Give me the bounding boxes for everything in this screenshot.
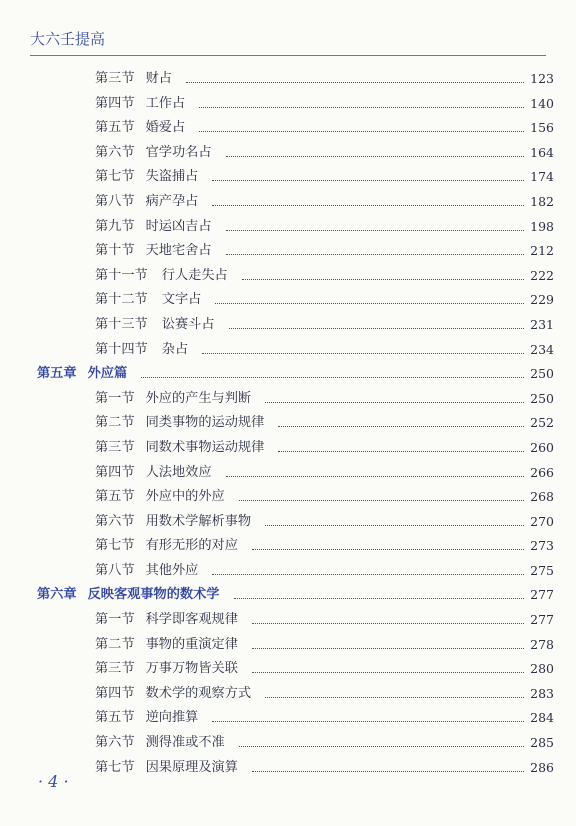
page-ref: 156 [530, 120, 554, 136]
toc-chapter-entry[interactable] [0, 362, 576, 387]
section-title: 同数术事物运动规律 [145, 439, 265, 455]
dot-leader [226, 230, 524, 231]
dot-leader [226, 476, 524, 477]
section-title: 其他外应 [145, 562, 199, 578]
page-ref: 273 [530, 538, 554, 554]
toc-section-entry[interactable] [0, 608, 576, 633]
section-number: 第六节 [95, 735, 135, 751]
toc-section-entry[interactable] [0, 264, 576, 289]
section-title: 婚爱占 [145, 120, 186, 136]
page-ref: 275 [530, 562, 554, 578]
toc-section-entry[interactable] [0, 67, 576, 92]
dot-leader [212, 180, 524, 181]
toc-section-entry[interactable] [0, 559, 576, 584]
toc-chapter-entry[interactable] [0, 583, 576, 608]
page-ref: 229 [530, 292, 554, 308]
dot-leader [252, 648, 524, 649]
dot-leader [265, 402, 524, 403]
toc-section-entry[interactable] [0, 288, 576, 313]
dot-leader [186, 82, 524, 83]
section-title: 因果原理及演算 [145, 759, 238, 775]
chapter-title: 外应篇 [87, 366, 128, 382]
page-ref: 123 [530, 71, 554, 86]
table-of-contents [0, 67, 576, 780]
section-number: 第一节 [95, 612, 135, 628]
dot-leader [212, 574, 524, 575]
section-number: 第三节 [95, 71, 135, 86]
section-title: 失盗捕占 [145, 169, 199, 185]
dot-leader [278, 426, 524, 427]
dot-leader [229, 328, 524, 329]
toc-section-entry[interactable] [0, 190, 576, 215]
dot-leader [226, 156, 524, 157]
dot-leader [265, 525, 524, 526]
dot-leader [199, 131, 524, 132]
toc-section-entry[interactable] [0, 165, 576, 190]
toc-section-entry[interactable] [0, 141, 576, 166]
section-title: 事物的重演定律 [145, 636, 238, 652]
section-title: 杂占 [161, 341, 189, 357]
toc-section-entry[interactable] [0, 756, 576, 781]
dot-leader [199, 107, 524, 108]
section-number: 第九节 [95, 218, 135, 234]
page-ref: 286 [530, 759, 554, 775]
section-number: 第七节 [95, 538, 135, 554]
dot-leader [226, 254, 524, 255]
section-title: 时运凶吉占 [145, 218, 212, 234]
section-title: 科学即客观规律 [145, 612, 238, 628]
page-ref: 268 [530, 489, 554, 505]
page-ref: 174 [530, 169, 554, 185]
page-ref: 231 [530, 316, 554, 332]
section-number: 第一节 [95, 390, 135, 406]
toc-section-entry[interactable] [0, 510, 576, 535]
section-number: 第五节 [95, 489, 135, 505]
section-number: 第三节 [95, 439, 135, 455]
dot-leader [141, 377, 524, 378]
section-number: 第十一节 [95, 267, 148, 283]
toc-section-entry[interactable] [0, 534, 576, 559]
section-number: 第三节 [95, 661, 135, 677]
section-title: 工作占 [145, 95, 186, 111]
section-title: 万事万物皆关联 [145, 661, 238, 677]
dot-leader [239, 746, 524, 747]
page-ref: 164 [530, 144, 554, 160]
page-ref: 277 [530, 587, 554, 603]
toc-section-entry[interactable] [0, 461, 576, 486]
section-number: 第七节 [95, 759, 135, 775]
chapter-number: 第六章 [37, 587, 77, 603]
toc-section-entry[interactable] [0, 387, 576, 412]
dot-leader [252, 771, 524, 772]
toc-section-entry[interactable] [0, 313, 576, 338]
section-number: 第七节 [95, 169, 135, 185]
toc-section-entry[interactable] [0, 436, 576, 461]
toc-section-entry[interactable] [0, 657, 576, 682]
dot-leader [234, 598, 524, 599]
section-number: 第六节 [95, 513, 135, 529]
page-ref: 250 [530, 366, 554, 382]
section-title: 病产孕占 [145, 193, 199, 209]
section-number: 第六节 [95, 144, 135, 160]
dot-leader [215, 303, 524, 304]
page-ref: 277 [530, 612, 554, 628]
page-ref: 252 [530, 415, 554, 431]
section-title: 数术学的观察方式 [145, 685, 252, 701]
chapter-title: 反映客观事物的数术学 [87, 587, 220, 603]
toc-section-entry[interactable] [0, 239, 576, 264]
running-header: 大六壬提高 [30, 30, 106, 48]
section-number: 第八节 [95, 193, 135, 209]
page-ref: 140 [530, 95, 554, 111]
toc-section-entry[interactable] [0, 338, 576, 363]
page-number: · 4 · [38, 772, 69, 791]
section-number: 第二节 [95, 636, 135, 652]
section-title: 财占 [145, 71, 172, 86]
dot-leader [212, 205, 524, 206]
section-number: 第八节 [95, 562, 135, 578]
dot-leader [265, 697, 524, 698]
page-ref: 234 [530, 341, 554, 357]
section-number: 第四节 [95, 464, 135, 480]
page-ref: 222 [530, 267, 554, 283]
section-number: 第十二节 [95, 292, 148, 308]
page-ref: 284 [530, 710, 554, 726]
section-title: 测得准或不准 [145, 735, 225, 751]
page-ref: 283 [530, 685, 554, 701]
section-title: 同类事物的运动规律 [145, 415, 265, 431]
section-number: 第十四节 [95, 341, 148, 357]
section-number: 第四节 [95, 95, 135, 111]
dot-leader [239, 500, 524, 501]
header-rule [30, 55, 546, 56]
page-ref: 266 [530, 464, 554, 480]
section-number: 第十三节 [95, 316, 148, 332]
section-number: 第五节 [95, 120, 135, 136]
toc-section-entry[interactable] [0, 92, 576, 117]
section-title: 有形无形的对应 [145, 538, 238, 554]
section-title: 人法地效应 [145, 464, 212, 480]
page-ref: 280 [530, 661, 554, 677]
section-title: 文字占 [161, 292, 202, 308]
chapter-number: 第五章 [37, 366, 77, 382]
page-ref: 212 [530, 243, 554, 259]
section-title: 外应中的外应 [145, 489, 225, 505]
toc-section-entry[interactable] [0, 411, 576, 436]
section-title: 逆向推算 [145, 710, 199, 726]
section-title: 用数术学解析事物 [145, 513, 252, 529]
section-number: 第十节 [95, 243, 135, 259]
toc-section-entry[interactable] [0, 682, 576, 707]
section-title: 天地宅舍占 [145, 243, 212, 259]
dot-leader [278, 451, 524, 452]
page-ref: 182 [530, 193, 554, 209]
toc-section-entry[interactable] [0, 485, 576, 510]
section-number: 第四节 [95, 685, 135, 701]
section-title: 讼赛斗占 [161, 316, 215, 332]
dot-leader [212, 721, 524, 722]
section-number: 第五节 [95, 710, 135, 726]
dot-leader [252, 549, 524, 550]
section-title: 行人走失占 [161, 267, 228, 283]
toc-section-entry[interactable] [0, 215, 576, 240]
section-title: 外应的产生与判断 [145, 390, 252, 406]
dot-leader [242, 279, 524, 280]
page-ref: 285 [530, 735, 554, 751]
page-ref: 270 [530, 513, 554, 529]
page-ref: 250 [530, 390, 554, 406]
dot-leader [252, 623, 524, 624]
toc-section-entry[interactable] [0, 731, 576, 756]
toc-section-entry[interactable] [0, 633, 576, 658]
section-number: 第二节 [95, 415, 135, 431]
section-title: 官学功名占 [145, 144, 212, 160]
page-ref: 278 [530, 636, 554, 652]
page-ref: 198 [530, 218, 554, 234]
dot-leader [202, 353, 524, 354]
dot-leader [252, 672, 524, 673]
page-ref: 260 [530, 439, 554, 455]
toc-section-entry[interactable] [0, 706, 576, 731]
toc-section-entry[interactable] [0, 116, 576, 141]
